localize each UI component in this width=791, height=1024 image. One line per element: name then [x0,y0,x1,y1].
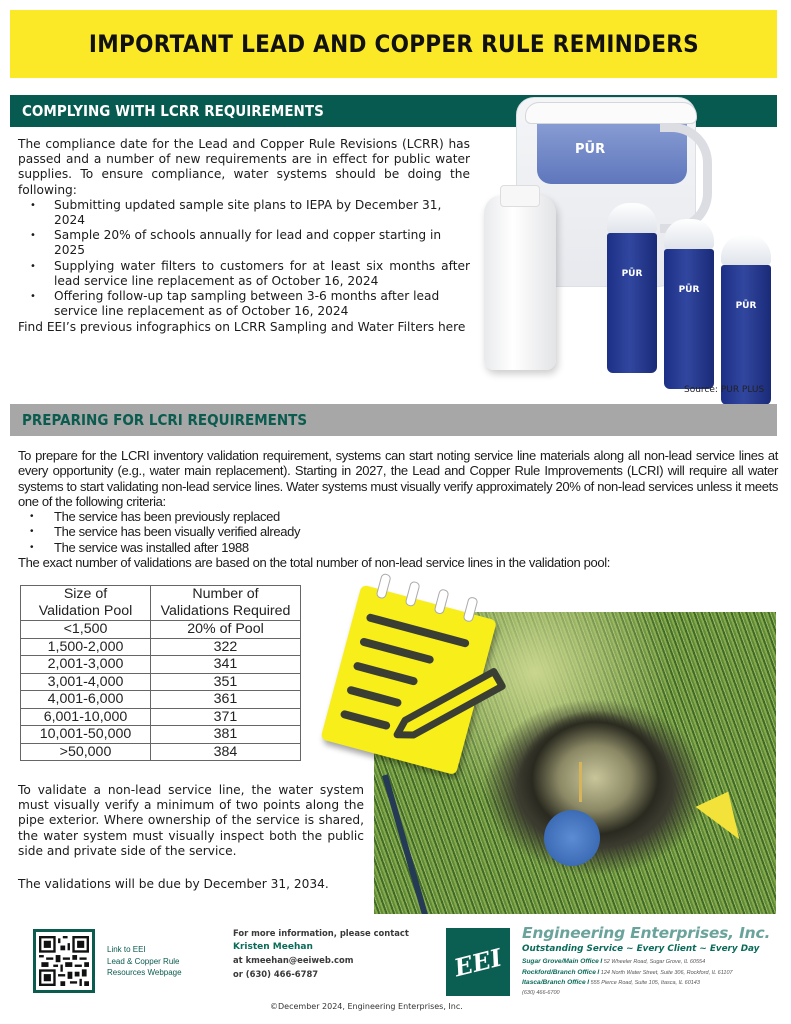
office-phone: (630) 466-6700 [522,989,560,996]
validations-cell: 371 [151,708,301,726]
qr-code[interactable] [33,929,95,993]
validations-cell: 384 [151,743,301,761]
table-row [21,743,301,761]
table-row [21,638,301,656]
sample-bottle-image [484,195,556,370]
pool-size-cell: 6,001-10,000 [21,708,151,726]
qr-code-label[interactable]: Link to EEI Lead & Copper Rule Resources Webpage [107,945,182,977]
contact-info [233,927,409,981]
list-item: • The service has been previously replaced [18,509,778,524]
qr-code-icon [39,935,89,987]
table-header-row [21,586,301,621]
pitcher-handle [660,123,712,233]
table-intro: The exact number of validations are based on the total number of non-lead service lines in the validation pool: [18,555,611,571]
list-item: • Offering follow-up tap sampling between 3-6 months after lead service line replacement as of October 16, 2024 [18,289,470,319]
column-header-validations: Number of Validations Required [151,586,301,621]
image-source-caption: Source: PUR PLUS [684,385,765,395]
validation-instructions: To validate a non-lead service line, the water system must visually verify a minimum of two points along the pipe exterior. Where ownership of the service is shared, the water system must visually inspect both the public side and private side of the service. [18,783,364,858]
company-tagline: Outstanding Service ~ Every Client ~ Every Day [522,944,760,954]
eei-logo [446,928,510,996]
pool-size-cell: >50,000 [21,743,151,761]
column-header-pool-size: Size of Validation Pool [21,586,151,621]
list-item: • Supplying water filters to customers for at least six months after lead service line replacement as of October 16, 2024 [18,259,470,289]
filter-cartridge: PŪR [607,203,657,373]
table-row [21,656,301,674]
pur-filter-product-image [484,95,778,380]
contact-phone: or (630) 466-6787 [233,968,319,979]
page-title: IMPORTANT LEAD AND COPPER RULE REMINDERS [88,30,699,58]
pool-size-cell: 10,001-50,000 [21,726,151,744]
list-item: • The service has been visually verified already [18,524,778,539]
list-item: • The service was installed after 1988 [18,540,778,555]
pool-size-cell: 1,500-2,000 [21,638,151,656]
lcri-criteria-list [18,509,778,555]
office-list [522,957,733,998]
pool-size-cell: 2,001-3,000 [21,656,151,674]
lcri-body [18,448,778,570]
curb-box-valve [544,810,600,866]
section-header-lcri [10,404,777,436]
office-item: Rockford/Branch Office I 124 North Water Street, Suite 306, Rockford, IL 61107 [522,968,733,976]
lcrr-intro: The compliance date for the Lead and Copper Rule Revisions (LCRR) has passed and a number of new requirements are in effect for public water supplies. To ensure compliance, water systems should be doing the following: [18,137,470,197]
contact-name: Kristen Meehan [233,941,313,952]
table-row [21,708,301,726]
marker-flag [696,792,749,851]
filter-cartridge: PŪR [721,235,771,405]
contact-email[interactable]: at kmeehan@eeiweb.com [233,955,354,965]
lcri-intro: To prepare for the LCRI inventory validation requirement, systems can start noting service line materials along all non-lead service lines at every opportunity (e.g., water main replacement). Starting in 2027, the Lead and Copper Rule Improvements (LCRI) will require all water systems to start validating non-lead service lines. Water systems must visually verify approximately 20% of non-lead services unless it meets one of the following criteria: [18,448,778,509]
table-row [21,621,301,639]
list-item: • Submitting updated sample site plans to IEPA by December 31, 2024 [18,198,470,228]
validations-cell: 322 [151,638,301,656]
filter-cartridge: PŪR [664,219,714,389]
validations-cell: 381 [151,726,301,744]
validations-cell: 351 [151,673,301,691]
notepad-pencil-icon [305,570,515,780]
section-heading: PREPARING FOR LCRI REQUIREMENTS [22,411,308,429]
validations-cell: 20% of Pool [151,621,301,639]
office-item: Sugar Grove/Main Office I 52 Wheeler Road, Sugar Grove, IL 60554 [522,958,706,965]
contact-intro: For more information, please contact [233,928,409,938]
table-row [21,691,301,709]
pool-size-cell: <1,500 [21,621,151,639]
eei-logo-text: EEI [451,942,505,982]
pitcher-brand-label: PŪR [575,142,606,157]
pipe [382,774,432,914]
office-item: Itasca/Branch Office I 555 Pierce Road, Suite 105, Itasca, IL 60143 [522,979,700,986]
validation-pool-table [20,585,301,761]
title-banner [10,10,777,78]
lcrr-body [18,137,470,319]
pool-size-cell: 3,001-4,000 [21,673,151,691]
validation-due-date: The validations will be due by December 31, 2034. [18,877,329,891]
table-row [21,726,301,744]
validations-cell: 341 [151,656,301,674]
copyright: ©December 2024, Engineering Enterprises, Inc. [270,1002,463,1011]
section-heading: COMPLYING WITH LCRR REQUIREMENTS [22,102,324,120]
list-item: • Sample 20% of schools annually for lead and copper starting in 2025 [18,228,470,258]
table-row [21,673,301,691]
infographics-link[interactable]: Find EEI’s previous infographics on LCRR Sampling and Water Filters here [18,320,466,334]
pool-size-cell: 4,001-6,000 [21,691,151,709]
validations-cell: 361 [151,691,301,709]
lcrr-bullet-list [18,198,470,320]
company-name: Engineering Enterprises, Inc. [522,924,771,942]
